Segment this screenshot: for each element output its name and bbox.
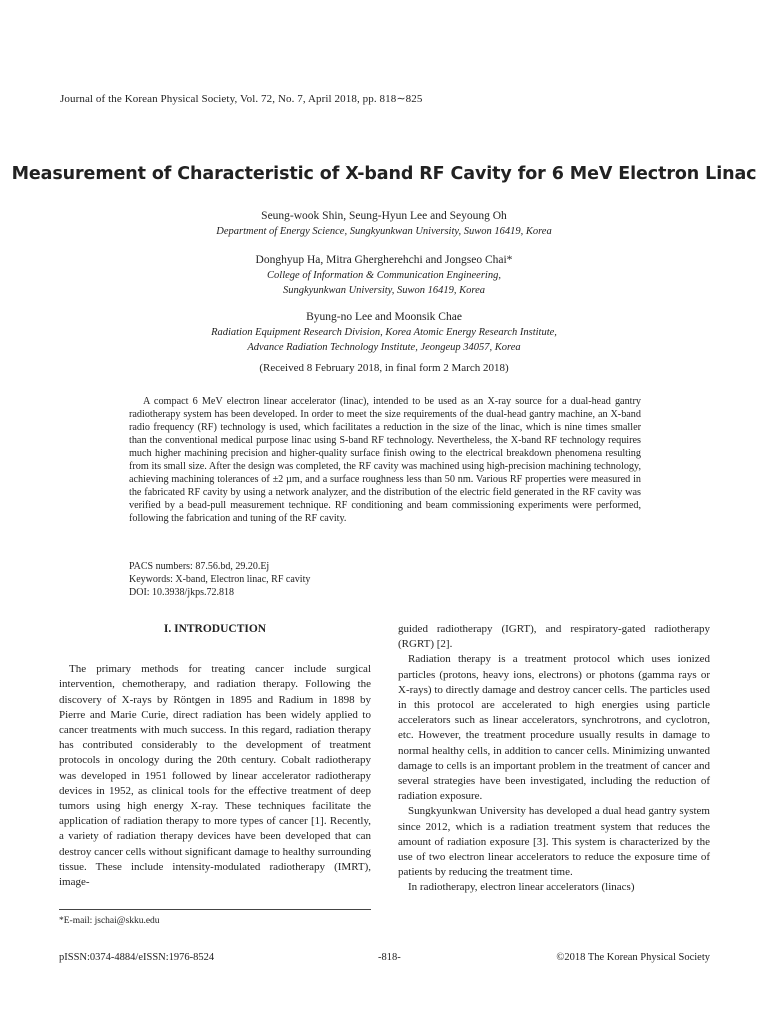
left-column [59,622,371,890]
author-affiliation: College of Information & Communication Engineering, [267,270,501,281]
author-block [0,208,768,239]
footnote-email: *E-mail: jschai@skku.edu [59,916,160,926]
author-affiliation: Advance Radiation Technology Institute, Jeongeup 34057, Korea [247,342,521,353]
author-names: Byung-no Lee and Moonsik Chae [306,311,462,323]
author-affiliation: Department of Energy Science, Sungkyunkwan University, Suwon 16419, Korea [216,226,552,237]
body-paragraph: In radiotherapy, electron linear accelerators (linacs) [408,881,635,894]
author-block [0,309,768,355]
author-names: Donghyup Ha, Mitra Ghergherehchi and Jongseo Chai* [255,254,513,266]
issn: pISSN:0374-4884/eISSN:1976-8524 [59,952,215,963]
body-paragraph: Radiation therapy is a treatment protocol which uses ionized particles (protons, heavy ions, electrons) or photons (gamma rays or X-rays) to directly damage and destroy cancer cells. The particles used in this protocol are accelerated to high energies using particle accelerators such as linear accelerators, synchrotrons, and cyclotron, etc. However, the treatment procedure usually results in damage to normal healthy cells, in addition to cancer cells. Minimizing unwanted damage to cells is an important problem in the treatment of cancer and several strategies have been investigated, including the reduction of radiation exposure. [398,653,710,803]
article-meta [129,560,310,599]
author-affiliation: Sungkyunkwan University, Suwon 16419, Korea [282,285,485,296]
copyright: ©2018 The Korean Physical Society [556,952,710,963]
page-number: -818- [378,952,401,963]
footnote-divider [59,909,371,910]
doi: DOI: 10.3938/jkps.72.818 [129,587,234,598]
received-date: (Received 8 February 2018, in final form 2 March 2018) [259,362,509,374]
body-paragraph: guided radiotherapy (IGRT), and respiratory-gated radiotherapy (RGRT) [2]. [398,623,710,651]
author-names: Seung-wook Shin, Seung-Hyun Lee and Seyoung Oh [261,210,507,222]
pacs-numbers: PACS numbers: 87.56.bd, 29.20.Ej [129,561,270,572]
body-paragraph: The primary methods for treating cancer include surgical intervention, chemotherapy, and radiation therapy. Following the discovery of X-rays by Röntgen in 1895 and Radium in 1898 by Pierre and Marie Curie, direct radiation has been widely applied to cancer treatments with much success. In this regard, radiation therapy has contributed considerably to the development of treatment protocols in oncology during the 20th century. Cobalt radiotherapy was developed in 1951 followed by linear accelerator radiotherapy devices in 1952, as clinical tools for the effective treatment of deep tumors using high energy X-ray. These techniques facilitate the application of radiation therapy to more types of cancer [1]. Recently, a variety of radiation therapy devices have been developed that can destroy cancer cells without significant damage to healthy surrounding tissue. These include intensity-modulated radiotherapy (IMRT), image- [59,663,371,889]
paper-title: Measurement of Characteristic of X-band RF Cavity for 6 MeV Electron Linac [11,164,757,184]
journal-header: Journal of the Korean Physical Society, Vol. 72, No. 7, April 2018, pp. 818∼825 [60,93,423,105]
keywords: Keywords: X-band, Electron linac, RF cavity [129,574,311,585]
author-affiliation: Radiation Equipment Research Division, Korea Atomic Energy Research Institute, [211,327,557,338]
section-heading: I. INTRODUCTION [163,623,267,635]
right-column [398,622,710,896]
body-paragraph: Sungkyunkwan University has developed a dual head gantry system since 2012, which is a radiation treatment system that reduces the amount of radiation exposure [3]. This system is characterized by the use of two electron linear accelerators to reduce the exposure time of patients by reducing the treatment time. [398,805,710,879]
abstract: A compact 6 MeV electron linear accelerator (linac), intended to be used as an X-ray source for a dual-head gantry radiotherapy system has been developed. In order to meet the size requirements of the dual-head gantry machine, an X-band radio frequency (RF) technology is used, which facilitates a reduction in the size of the linac, which is nine times smaller than the conventional medical purpose linac using S-band RF technology. Nevertheless, the X-band RF technology requires much higher machining precision and higher-quality surface finish owing to the electrical breakdown phenomena resulting from its small size. After the design was completed, the RF cavity was machined using high-precision machining technology, achieving machining tolerances of ±2 µm, and a surface roughness less than 50 nm. Various RF properties were measured in the fabricated RF cavity by using a network analyzer, and the distribution of the electric field generated in the RF cavity was verified by a bead-pull measurement technique. RF conditioning and beam commissioning experiments were performed, following the fabrication and tuning of the RF cavity. [129,396,641,524]
author-block [0,252,768,298]
